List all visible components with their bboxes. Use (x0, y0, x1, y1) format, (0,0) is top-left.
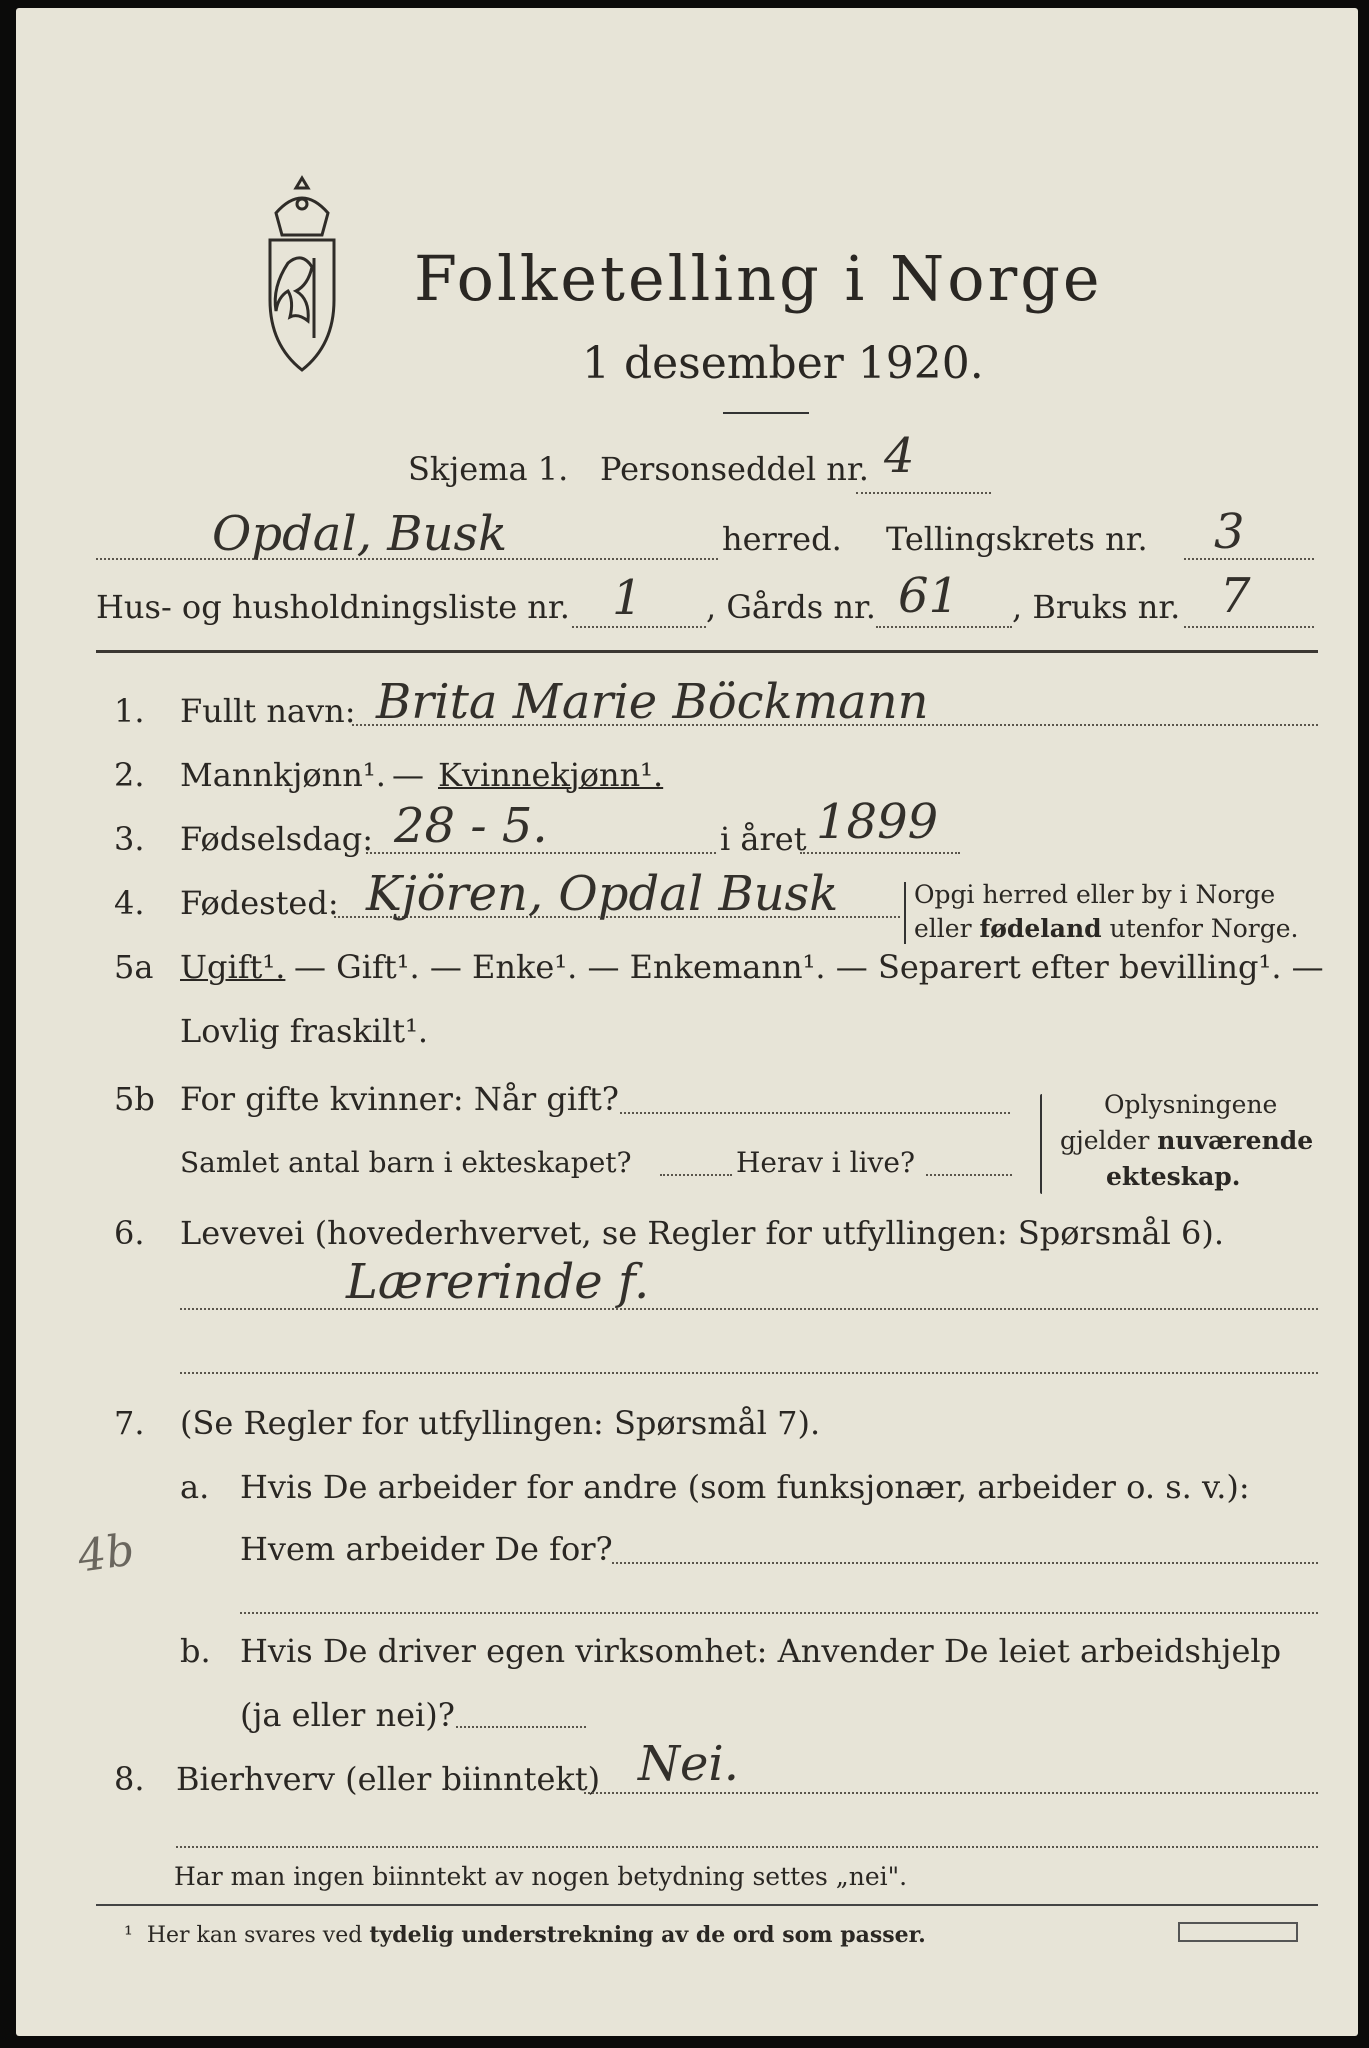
q6-value: Lærerinde f. (346, 1254, 650, 1310)
q7a-line1 (612, 1562, 1318, 1564)
q7a-line2 (240, 1612, 1318, 1614)
schema-label: Skjema 1. (408, 450, 569, 488)
q7b-question: (ja eller nei)? (240, 1696, 455, 1734)
bruks-label: , Bruks nr. (1012, 588, 1181, 626)
q5b-children-line (660, 1174, 732, 1176)
q3-year-line (800, 852, 960, 854)
q5b-label: For gifte kvinner: Når gift? (180, 1080, 619, 1118)
personseddel-line (856, 492, 991, 494)
q8-line1 (584, 1792, 1318, 1794)
q5a-line2: Lovlig fraskilt¹. (180, 1012, 429, 1050)
herred-value: Opdal, Busk (212, 506, 508, 562)
husliste-line (572, 626, 706, 628)
q7-number: 7. (114, 1404, 145, 1442)
q3-value: 28 - 5. (394, 798, 548, 854)
q5a-number: 5a (114, 948, 154, 986)
husliste-value: 1 (612, 570, 643, 626)
q5b-number: 5b (114, 1080, 155, 1118)
gards-label: , Gårds nr. (706, 588, 876, 626)
footnote-rule (96, 1904, 1318, 1906)
q3-year-value: 1899 (816, 794, 939, 850)
tellingskrets-label: Tellingskrets nr. (886, 520, 1148, 558)
census-date: 1 desember 1920. (582, 338, 984, 389)
q4-label: Fødested: (180, 884, 339, 922)
q4-note-line1: Opgi herred eller by i Norge (914, 880, 1276, 909)
census-form-sheet (16, 8, 1358, 2036)
q1-value: Brita Marie Böckmann (376, 674, 929, 730)
q5b-note-line1: Oplysningene (1104, 1090, 1278, 1119)
footnote: ¹ Her kan svares ved tydelig understrekning av de ord som passer. (124, 1922, 926, 1948)
q7a-question: Hvem arbeider De for? (240, 1530, 613, 1568)
biinntekt-note: Har man ingen biinntekt av nogen betydning settes „nei". (174, 1862, 908, 1891)
title-divider (723, 412, 809, 414)
q6-line2 (180, 1372, 1318, 1374)
q1-label: Fullt navn: (180, 692, 356, 730)
q2-number: 2. (114, 756, 145, 794)
q6-label: Levevei (hovederhvervet, se Regler for utfyllingen: Spørsmål 6). (180, 1214, 1225, 1252)
q8-line2 (176, 1846, 1318, 1848)
q3-number: 3. (114, 820, 145, 858)
q5b-note-line3: ekteskap. (1106, 1162, 1241, 1191)
q4-note-line2: eller fødeland utenfor Norge. (914, 914, 1299, 943)
q4-value: Kjören, Opdal Busk (366, 866, 839, 922)
personseddel-value: 4 (884, 428, 915, 484)
q5b-alive-line (926, 1174, 1012, 1176)
form-title: Folketelling i Norge (414, 242, 1103, 315)
printer-stamp-icon (1178, 1922, 1298, 1942)
q4-brace (904, 882, 906, 944)
q2-male: Mannkjønn¹. (180, 756, 386, 794)
tellingskrets-value: 3 (1214, 504, 1245, 560)
personseddel-label: Personseddel nr. (600, 450, 869, 488)
q4-number: 4. (114, 884, 145, 922)
husliste-label: Hus- og husholdningsliste nr. (96, 588, 570, 626)
q5b-alive-label: Herav i live? (736, 1146, 915, 1179)
q6-line1 (180, 1308, 1318, 1310)
q3-label: Fødselsdag: (180, 820, 374, 858)
q6-number: 6. (114, 1214, 145, 1252)
q7a-letter: a. (180, 1468, 210, 1506)
q7-label: (Se Regler for utfyllingen: Spørsmål 7). (180, 1404, 821, 1442)
q7b-letter: b. (180, 1632, 211, 1670)
q5b-brace (1040, 1094, 1042, 1194)
q2-female: Kvinnekjønn¹. (438, 756, 664, 794)
q1-number: 1. (114, 692, 145, 730)
q5a-ugift: Ugift¹. (180, 948, 286, 986)
gards-value: 61 (898, 568, 960, 624)
q5b-note-line2: gjelder nuværende (1060, 1126, 1314, 1155)
q7b-line (456, 1726, 586, 1728)
gards-line (876, 626, 1012, 628)
tellingskrets-line (1184, 558, 1314, 560)
q5a-options: — Gift¹. — Enke¹. — Enkemann¹. — Separert efter bevilling¹. — (294, 948, 1324, 986)
q5b-line (620, 1112, 1010, 1114)
header-rule (96, 650, 1318, 653)
q8-label: Bierhverv (eller biinntekt) (176, 1760, 601, 1798)
margin-mark: 4b (74, 1524, 138, 1583)
bruks-line (1184, 626, 1314, 628)
q5b-children-label: Samlet antal barn i ekteskapet? (180, 1146, 632, 1179)
q7a-text: Hvis De arbeider for andre (som funksjonær, arbeider o. s. v.): (240, 1468, 1250, 1506)
q8-number: 8. (114, 1760, 145, 1798)
q3-year-label: i året (720, 820, 807, 858)
coat-of-arms-icon (252, 168, 352, 378)
bruks-value: 7 (1220, 568, 1251, 624)
herred-label: herred. (722, 520, 842, 558)
q7b-text: Hvis De driver egen virksomhet: Anvender De leiet arbeidshjelp (240, 1632, 1282, 1670)
q2-separator: — (392, 756, 424, 794)
q8-value: Nei. (638, 1736, 740, 1792)
